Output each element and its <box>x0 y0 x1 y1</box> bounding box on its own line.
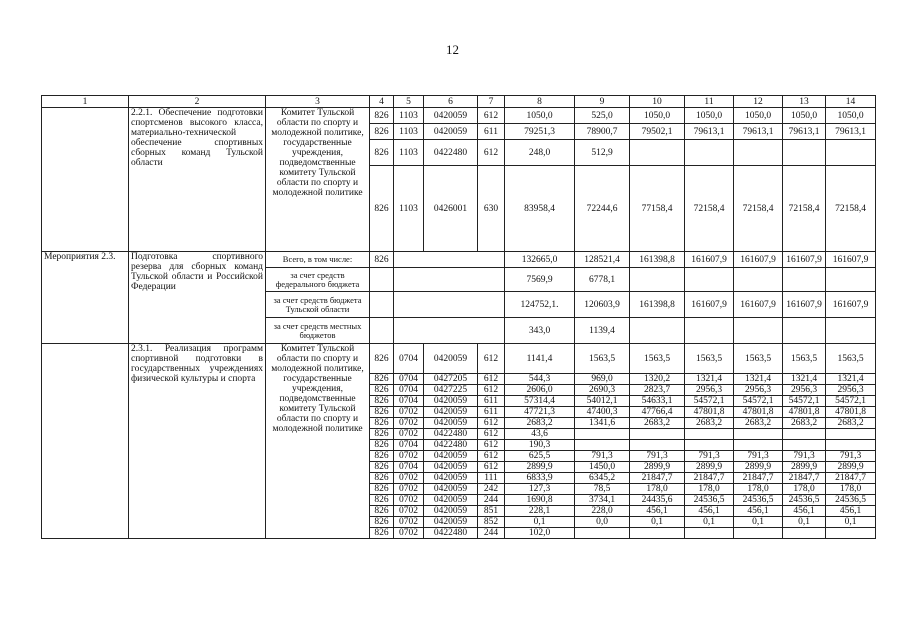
value-cell: 1139,4 <box>575 318 630 344</box>
value-cell: 0420059 <box>424 462 478 473</box>
value-cell <box>630 528 685 539</box>
value-cell: 2899,9 <box>826 462 876 473</box>
value-cell: 826 <box>370 166 394 252</box>
value-cell: 512,9 <box>575 140 630 166</box>
column-header: 4 <box>370 96 394 108</box>
value-cell: 612 <box>478 108 505 124</box>
empty-cell <box>394 252 505 268</box>
value-cell <box>630 140 685 166</box>
value-cell: 244 <box>478 495 505 506</box>
value-cell: 21847,7 <box>783 473 826 484</box>
value-cell: 79251,3 <box>505 124 575 140</box>
value-cell: 1563,5 <box>685 344 734 374</box>
value-cell: 1050,0 <box>630 108 685 124</box>
value-cell: 0702 <box>394 407 424 418</box>
value-cell: 826 <box>370 528 394 539</box>
funding-source: за счет средств федерального бюджета <box>266 268 370 292</box>
value-cell: 3734,1 <box>575 495 630 506</box>
value-cell: 77158,4 <box>630 166 685 252</box>
value-cell <box>370 318 394 344</box>
value-cell: 244 <box>478 528 505 539</box>
value-cell: 826 <box>370 108 394 124</box>
value-cell: 1050,0 <box>783 108 826 124</box>
column-header: 3 <box>266 96 370 108</box>
value-cell: 1321,4 <box>783 374 826 385</box>
value-cell <box>734 528 783 539</box>
value-cell: 1050,0 <box>734 108 783 124</box>
value-cell: 161607,9 <box>685 252 734 268</box>
value-cell: 612 <box>478 374 505 385</box>
value-cell: 826 <box>370 429 394 440</box>
column-header: 12 <box>734 96 783 108</box>
value-cell: 0426001 <box>424 166 478 252</box>
value-cell: 826 <box>370 374 394 385</box>
value-cell: 178,0 <box>783 484 826 495</box>
value-cell: 6345,2 <box>575 473 630 484</box>
value-cell <box>783 528 826 539</box>
value-cell: 1050,0 <box>826 108 876 124</box>
value-cell: 791,3 <box>783 451 826 462</box>
value-cell: 969,0 <box>575 374 630 385</box>
value-cell: 0420059 <box>424 418 478 429</box>
value-cell: 54572,1 <box>783 396 826 407</box>
value-cell: 0702 <box>394 451 424 462</box>
value-cell: 612 <box>478 451 505 462</box>
value-cell: 228,0 <box>575 506 630 517</box>
budget-table <box>41 95 876 539</box>
value-cell: 0420059 <box>424 495 478 506</box>
value-cell: 1321,4 <box>826 374 876 385</box>
value-cell: 2899,9 <box>734 462 783 473</box>
value-cell: 851 <box>478 506 505 517</box>
value-cell: 826 <box>370 252 394 268</box>
value-cell: 0704 <box>394 374 424 385</box>
value-cell: 72158,4 <box>783 166 826 252</box>
value-cell: 630 <box>478 166 505 252</box>
value-cell: 7569,9 <box>505 268 575 292</box>
column-header: 9 <box>575 96 630 108</box>
value-cell: 21847,7 <box>685 473 734 484</box>
column-header: 8 <box>505 96 575 108</box>
column-header: 7 <box>478 96 505 108</box>
value-cell: 24536,5 <box>685 495 734 506</box>
value-cell: 2683,2 <box>505 418 575 429</box>
value-cell: 0422480 <box>424 528 478 539</box>
value-cell: 2690,3 <box>575 385 630 396</box>
value-cell: 826 <box>370 440 394 451</box>
value-cell: 1050,0 <box>505 108 575 124</box>
value-cell: 54572,1 <box>826 396 876 407</box>
value-cell: 0704 <box>394 440 424 451</box>
value-cell: 47801,8 <box>734 407 783 418</box>
value-cell: 612 <box>478 140 505 166</box>
value-cell <box>685 318 734 344</box>
value-cell: 0420059 <box>424 484 478 495</box>
value-cell: 72244,6 <box>575 166 630 252</box>
value-cell: 0420059 <box>424 473 478 484</box>
value-cell: 1321,4 <box>685 374 734 385</box>
column-header: 10 <box>630 96 685 108</box>
value-cell: 1563,5 <box>630 344 685 374</box>
column-header: 6 <box>424 96 478 108</box>
value-cell: 0702 <box>394 506 424 517</box>
value-cell <box>826 440 876 451</box>
value-cell: 1103 <box>394 124 424 140</box>
value-cell: 54633,1 <box>630 396 685 407</box>
value-cell: 21847,7 <box>734 473 783 484</box>
value-cell: 1563,5 <box>783 344 826 374</box>
value-cell: 72158,4 <box>826 166 876 252</box>
value-cell <box>734 318 783 344</box>
value-cell: 826 <box>370 506 394 517</box>
activity-label: Мероприятия 2.3. <box>42 252 129 344</box>
value-cell: 612 <box>478 440 505 451</box>
value-cell: 612 <box>478 385 505 396</box>
value-cell: 0420059 <box>424 517 478 528</box>
value-cell: 0422480 <box>424 429 478 440</box>
funding-source: за счет средств бюджета Тульской области <box>266 292 370 318</box>
activity-cell <box>42 108 129 252</box>
value-cell: 0704 <box>394 462 424 473</box>
value-cell: 0702 <box>394 484 424 495</box>
value-cell <box>826 140 876 166</box>
column-header: 2 <box>129 96 266 108</box>
column-header: 1 <box>42 96 129 108</box>
value-cell: 6778,1 <box>575 268 630 292</box>
value-cell <box>783 140 826 166</box>
value-cell: 47801,8 <box>685 407 734 418</box>
value-cell: 0702 <box>394 418 424 429</box>
value-cell: 57314,4 <box>505 396 575 407</box>
value-cell <box>826 429 876 440</box>
value-cell: 178,0 <box>630 484 685 495</box>
value-cell: 456,1 <box>685 506 734 517</box>
value-cell: 1050,0 <box>685 108 734 124</box>
value-cell: 0420059 <box>424 396 478 407</box>
value-cell: 0,1 <box>783 517 826 528</box>
value-cell: 2823,7 <box>630 385 685 396</box>
value-cell <box>826 268 876 292</box>
value-cell: 72158,4 <box>685 166 734 252</box>
value-cell: 190,3 <box>505 440 575 451</box>
value-cell: 826 <box>370 385 394 396</box>
value-cell: 826 <box>370 140 394 166</box>
value-cell <box>685 429 734 440</box>
value-cell: 178,0 <box>734 484 783 495</box>
value-cell: 612 <box>478 462 505 473</box>
value-cell: 0420059 <box>424 407 478 418</box>
value-cell: 0,1 <box>734 517 783 528</box>
value-cell: 124752,1. <box>505 292 575 318</box>
value-cell: 161607,9 <box>783 292 826 318</box>
value-cell <box>734 440 783 451</box>
value-cell: 826 <box>370 517 394 528</box>
value-cell: 0,1 <box>630 517 685 528</box>
funding-source: Всего, в том числе: <box>266 252 370 268</box>
value-cell <box>630 440 685 451</box>
value-cell: 2683,2 <box>630 418 685 429</box>
value-cell <box>630 268 685 292</box>
value-cell: 161398,8 <box>630 292 685 318</box>
executor-cell: Комитет Тульской области по спорту и молодежной политике, государственные учреждения, подведомственные комитету Тульской области по спорту и молодежной политике <box>266 108 370 252</box>
value-cell: 228,1 <box>505 506 575 517</box>
value-cell <box>630 318 685 344</box>
value-cell: 248,0 <box>505 140 575 166</box>
value-cell: 0702 <box>394 517 424 528</box>
value-cell: 54572,1 <box>685 396 734 407</box>
value-cell: 2899,9 <box>685 462 734 473</box>
value-cell: 826 <box>370 451 394 462</box>
value-cell: 0422480 <box>424 440 478 451</box>
value-cell <box>575 440 630 451</box>
value-cell <box>685 528 734 539</box>
value-cell: 625,5 <box>505 451 575 462</box>
value-cell: 178,0 <box>826 484 876 495</box>
value-cell: 79613,1 <box>826 124 876 140</box>
value-cell <box>783 440 826 451</box>
value-cell: 47801,8 <box>826 407 876 418</box>
value-cell: 1103 <box>394 140 424 166</box>
value-cell: 47801,8 <box>783 407 826 418</box>
value-cell: 79613,1 <box>685 124 734 140</box>
value-cell: 132665,0 <box>505 252 575 268</box>
value-cell: 0,1 <box>826 517 876 528</box>
value-cell: 1563,5 <box>575 344 630 374</box>
value-cell: 1320,2 <box>630 374 685 385</box>
empty-cell <box>394 268 505 292</box>
value-cell: 0420059 <box>424 506 478 517</box>
value-cell: 826 <box>370 495 394 506</box>
value-cell: 24536,5 <box>826 495 876 506</box>
value-cell: 611 <box>478 396 505 407</box>
value-cell: 791,3 <box>575 451 630 462</box>
value-cell <box>826 528 876 539</box>
value-cell: 826 <box>370 407 394 418</box>
value-cell: 0704 <box>394 344 424 374</box>
value-cell <box>734 140 783 166</box>
value-cell: 791,3 <box>826 451 876 462</box>
value-cell: 161607,9 <box>783 252 826 268</box>
value-cell: 611 <box>478 407 505 418</box>
column-header: 13 <box>783 96 826 108</box>
value-cell: 456,1 <box>826 506 876 517</box>
value-cell: 1563,5 <box>734 344 783 374</box>
value-cell <box>630 429 685 440</box>
value-cell: 78900,7 <box>575 124 630 140</box>
value-cell: 544,3 <box>505 374 575 385</box>
value-cell: 2683,2 <box>783 418 826 429</box>
value-cell: 79613,1 <box>783 124 826 140</box>
header-row <box>42 96 876 108</box>
value-cell: 128521,4 <box>575 252 630 268</box>
value-cell: 54572,1 <box>734 396 783 407</box>
value-cell <box>370 268 394 292</box>
value-cell: 456,1 <box>630 506 685 517</box>
value-cell: 79613,1 <box>734 124 783 140</box>
value-cell <box>783 318 826 344</box>
table-row <box>42 108 876 124</box>
value-cell: 47400,3 <box>575 407 630 418</box>
value-cell: 0422480 <box>424 140 478 166</box>
value-cell: 2683,2 <box>685 418 734 429</box>
value-cell <box>370 292 394 318</box>
funding-source: за счет средств местных бюджетов <box>266 318 370 344</box>
value-cell: 612 <box>478 344 505 374</box>
value-cell: 0427225 <box>424 385 478 396</box>
activity-cell <box>42 344 129 539</box>
value-cell: 2956,3 <box>783 385 826 396</box>
value-cell: 24536,5 <box>734 495 783 506</box>
value-cell: 1103 <box>394 108 424 124</box>
value-cell: 0704 <box>394 385 424 396</box>
value-cell: 1563,5 <box>826 344 876 374</box>
value-cell: 161398,8 <box>630 252 685 268</box>
value-cell: 24435,6 <box>630 495 685 506</box>
value-cell: 343,0 <box>505 318 575 344</box>
value-cell: 242 <box>478 484 505 495</box>
value-cell: 0702 <box>394 473 424 484</box>
value-cell: 0,1 <box>685 517 734 528</box>
value-cell: 2899,9 <box>505 462 575 473</box>
value-cell: 6833,9 <box>505 473 575 484</box>
value-cell: 0702 <box>394 495 424 506</box>
value-cell: 826 <box>370 484 394 495</box>
value-cell <box>575 528 630 539</box>
value-cell: 1321,4 <box>734 374 783 385</box>
value-cell: 1103 <box>394 166 424 252</box>
value-cell: 2899,9 <box>783 462 826 473</box>
value-cell: 826 <box>370 462 394 473</box>
value-cell: 72158,4 <box>734 166 783 252</box>
value-cell: 120603,9 <box>575 292 630 318</box>
activity-name: Подготовка спортивного резерва для сборных команд Тульской области и Российской Федерации <box>129 252 266 344</box>
value-cell: 826 <box>370 473 394 484</box>
value-cell: 102,0 <box>505 528 575 539</box>
value-cell: 111 <box>478 473 505 484</box>
empty-cell <box>394 318 505 344</box>
page-number: 12 <box>446 42 459 57</box>
value-cell: 612 <box>478 429 505 440</box>
value-cell: 611 <box>478 124 505 140</box>
value-cell: 2956,3 <box>826 385 876 396</box>
value-cell: 1450,0 <box>575 462 630 473</box>
value-cell: 852 <box>478 517 505 528</box>
column-header: 11 <box>685 96 734 108</box>
value-cell: 161607,9 <box>734 292 783 318</box>
value-cell: 161607,9 <box>826 252 876 268</box>
value-cell <box>826 318 876 344</box>
value-cell: 0,1 <box>505 517 575 528</box>
value-cell: 826 <box>370 396 394 407</box>
value-cell: 0420059 <box>424 344 478 374</box>
value-cell <box>685 440 734 451</box>
activity-name: 2.3.1. Реализация программ спортивной подготовки в государственных учреждениях физической культуры и спорта <box>129 344 266 539</box>
value-cell: 456,1 <box>783 506 826 517</box>
table-row <box>42 252 876 268</box>
value-cell: 525,0 <box>575 108 630 124</box>
value-cell: 612 <box>478 418 505 429</box>
value-cell: 2956,3 <box>734 385 783 396</box>
value-cell: 161607,9 <box>734 252 783 268</box>
value-cell: 791,3 <box>630 451 685 462</box>
empty-cell <box>394 292 505 318</box>
value-cell: 826 <box>370 418 394 429</box>
value-cell: 0702 <box>394 429 424 440</box>
value-cell: 127,3 <box>505 484 575 495</box>
value-cell: 0,0 <box>575 517 630 528</box>
value-cell <box>734 268 783 292</box>
value-cell: 1690,8 <box>505 495 575 506</box>
activity-name: 2.2.1. Обеспечение подготовки спортсменов высокого класса, материально-технической обеспечение спортивных сборных команд Тульской области <box>129 108 266 252</box>
value-cell <box>575 429 630 440</box>
value-cell: 161607,9 <box>685 292 734 318</box>
value-cell <box>783 268 826 292</box>
column-header: 5 <box>394 96 424 108</box>
value-cell: 78,5 <box>575 484 630 495</box>
value-cell <box>685 140 734 166</box>
value-cell: 178,0 <box>685 484 734 495</box>
value-cell: 0420059 <box>424 108 478 124</box>
value-cell: 826 <box>370 344 394 374</box>
value-cell: 1141,4 <box>505 344 575 374</box>
value-cell: 2606,0 <box>505 385 575 396</box>
value-cell <box>734 429 783 440</box>
value-cell: 2683,2 <box>734 418 783 429</box>
value-cell: 24536,5 <box>783 495 826 506</box>
value-cell: 0420059 <box>424 451 478 462</box>
value-cell: 2683,2 <box>826 418 876 429</box>
value-cell: 791,3 <box>734 451 783 462</box>
table-body <box>42 96 876 539</box>
value-cell: 54012,1 <box>575 396 630 407</box>
value-cell: 2899,9 <box>630 462 685 473</box>
value-cell: 1341,6 <box>575 418 630 429</box>
value-cell: 791,3 <box>685 451 734 462</box>
value-cell: 456,1 <box>734 506 783 517</box>
value-cell: 47766,4 <box>630 407 685 418</box>
value-cell: 21847,7 <box>826 473 876 484</box>
value-cell <box>783 429 826 440</box>
value-cell <box>685 268 734 292</box>
value-cell: 826 <box>370 124 394 140</box>
value-cell: 0702 <box>394 528 424 539</box>
executor-cell: Комитет Тульской области по спорту и молодежной политике, государственные учреждения, подведомственные комитету Тульской области по спорту и молодежной политике <box>266 344 370 539</box>
value-cell: 43,6 <box>505 429 575 440</box>
value-cell: 161607,9 <box>826 292 876 318</box>
value-cell: 47721,3 <box>505 407 575 418</box>
value-cell: 83958,4 <box>505 166 575 252</box>
value-cell: 0427205 <box>424 374 478 385</box>
value-cell: 21847,7 <box>630 473 685 484</box>
value-cell: 0420059 <box>424 124 478 140</box>
value-cell: 79502,1 <box>630 124 685 140</box>
value-cell: 2956,3 <box>685 385 734 396</box>
value-cell: 0704 <box>394 396 424 407</box>
column-header: 14 <box>826 96 876 108</box>
table-row <box>42 344 876 374</box>
